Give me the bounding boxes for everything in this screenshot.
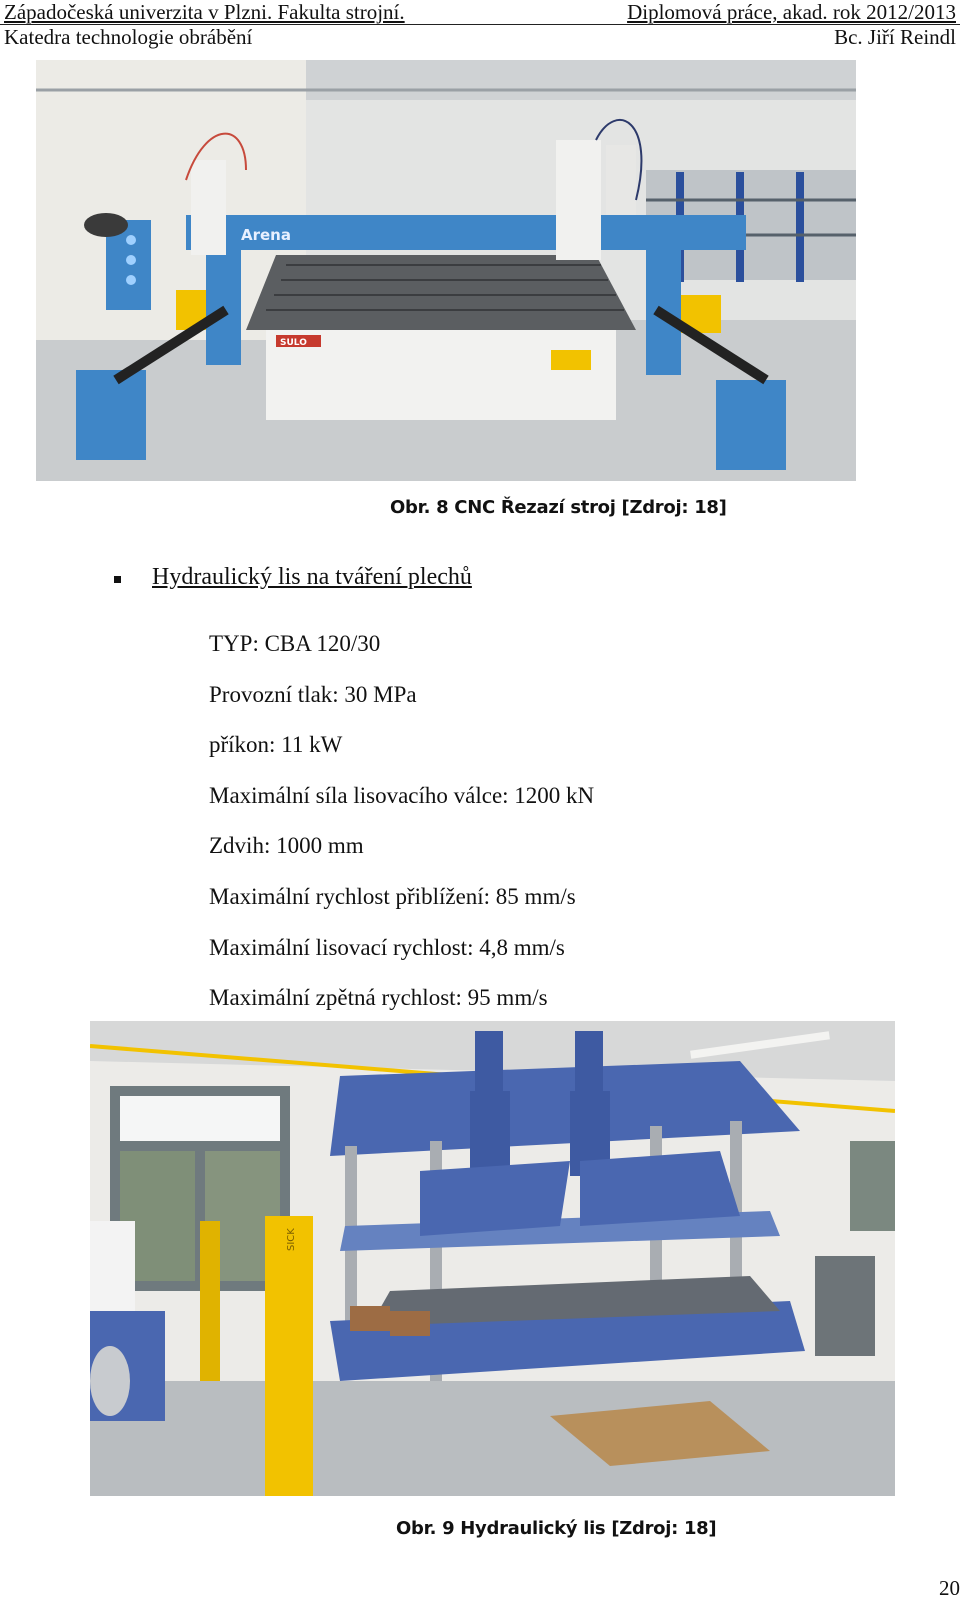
press-specifications [209, 630, 594, 1035]
spec-return-speed: Maximální zpětná rychlost: 95 mm/s [209, 985, 548, 1011]
page-header-top [0, 0, 960, 25]
header-university: Západočeská univerzita v Plzni. Fakulta strojní. [4, 0, 405, 24]
spec-pressure: Provozní tlak: 30 MPa [209, 681, 417, 707]
spec-stroke: Zdvih: 1000 mm [209, 833, 364, 859]
header-author: Bc. Jiří Reindl [834, 25, 956, 49]
figure-8-caption: Obr. 8 CNC Řezazí stroj [Zdroj: 18] [390, 497, 727, 518]
figure-9-caption: Obr. 9 Hydraulický lis [Zdroj: 18] [396, 1518, 717, 1539]
sulo-plate: SULO [280, 338, 307, 348]
sick-label: SICK [286, 1228, 297, 1251]
spec-press-speed: Maximální lisovací rychlost: 4,8 mm/s [209, 934, 565, 960]
section-heading: Hydraulický lis na tváření plechů [152, 564, 472, 590]
header-thesis: Diplomová práce, akad. rok 2012/2013 [627, 0, 956, 24]
arena-logo: Arena [241, 226, 291, 244]
spec-type: TYP: CBA 120/30 [209, 631, 381, 656]
spec-max-force: Maximální síla lisovacího válce: 1200 kN [209, 782, 595, 808]
page-number: 20 [939, 1576, 960, 1600]
spec-power: příkon: 11 kW [209, 732, 343, 758]
hydraulic-press-photo [90, 1021, 895, 1496]
spec-approach-speed: Maximální rychlost přiblížení: 85 mm/s [209, 883, 576, 909]
header-department: Katedra technologie obrábění [4, 25, 253, 49]
cnc-cutting-machine-photo [36, 60, 856, 481]
bullet-icon [114, 576, 121, 583]
page-header-bottom [0, 25, 960, 51]
